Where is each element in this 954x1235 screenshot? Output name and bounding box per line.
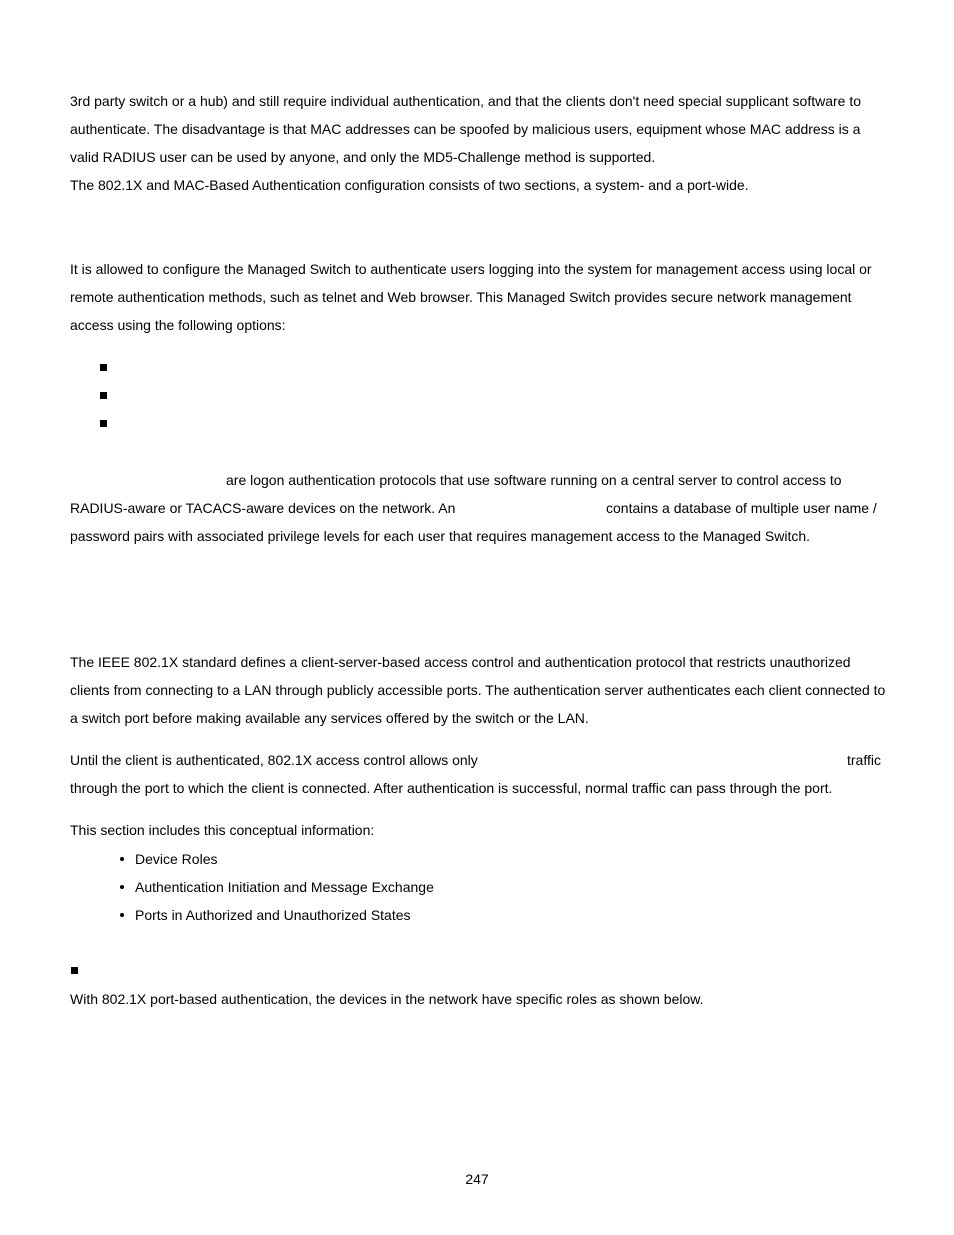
text-line: through the port to which the client is connected. After authentication is successful, normal traffic can pass through the port. (70, 780, 833, 796)
text-line: valid RADIUS user can be used by anyone, and only the MD5-Challenge method is supported. (70, 149, 656, 165)
text-line: The IEEE 802.1X standard defines a client-server-based access control and authentication protocol that restricts unauthorized (70, 654, 851, 670)
text-line: It is allowed to configure the Managed Switch to authenticate users logging into the system for management access using local or (70, 261, 872, 277)
page-number: 247 (465, 1171, 489, 1187)
square-bullet-icon (71, 967, 78, 974)
bullet-dot-icon (120, 913, 124, 917)
text-line: 3rd party switch or a hub) and still require individual authentication, and that the clients don't need special supplicant software to (70, 93, 862, 109)
text-line: remote authentication methods, such as telnet and Web browser. This Managed Switch provides secure network management (70, 289, 852, 305)
text-line: The 802.1X and MAC-Based Authentication configuration consists of two sections, a system- and a port-wide. (70, 177, 749, 193)
text-line: clients from connecting to a LAN through publicly accessible ports. The authentication server authenticates each client connected to (70, 682, 886, 698)
list-item: Device Roles (135, 851, 218, 867)
text-line: contains a database of multiple user name / (606, 500, 877, 516)
text-line: RADIUS-aware or TACACS-aware devices on the network. An (70, 500, 456, 516)
text-line: access using the following options: (70, 317, 286, 333)
bullet-dot-icon (120, 885, 124, 889)
text-line: authenticate. The disadvantage is that MAC addresses can be spoofed by malicious users, equipment whose MAC address is a (70, 121, 861, 137)
text-line: password pairs with associated privilege levels for each user that requires management access to the Managed Switch. (70, 528, 811, 544)
section-intro: This section includes this conceptual information: (70, 822, 375, 838)
text-line: traffic (847, 752, 881, 768)
list-item: Authentication Initiation and Message Exchange (135, 879, 434, 895)
square-bullet-icon (100, 420, 107, 427)
device-roles-text: With 802.1X port-based authentication, the devices in the network have specific roles as shown below. (70, 991, 704, 1007)
bullet-dot-icon (120, 857, 124, 861)
text-line: Until the client is authenticated, 802.1X access control allows only (70, 752, 478, 768)
square-bullet-icon (100, 392, 107, 399)
text-line: a switch port before making available any services offered by the switch or the LAN. (70, 710, 589, 726)
text-line: are logon authentication protocols that use software running on a central server to control access to (226, 472, 842, 488)
square-bullet-icon (100, 364, 107, 371)
list-item: Ports in Authorized and Unauthorized States (135, 907, 411, 923)
